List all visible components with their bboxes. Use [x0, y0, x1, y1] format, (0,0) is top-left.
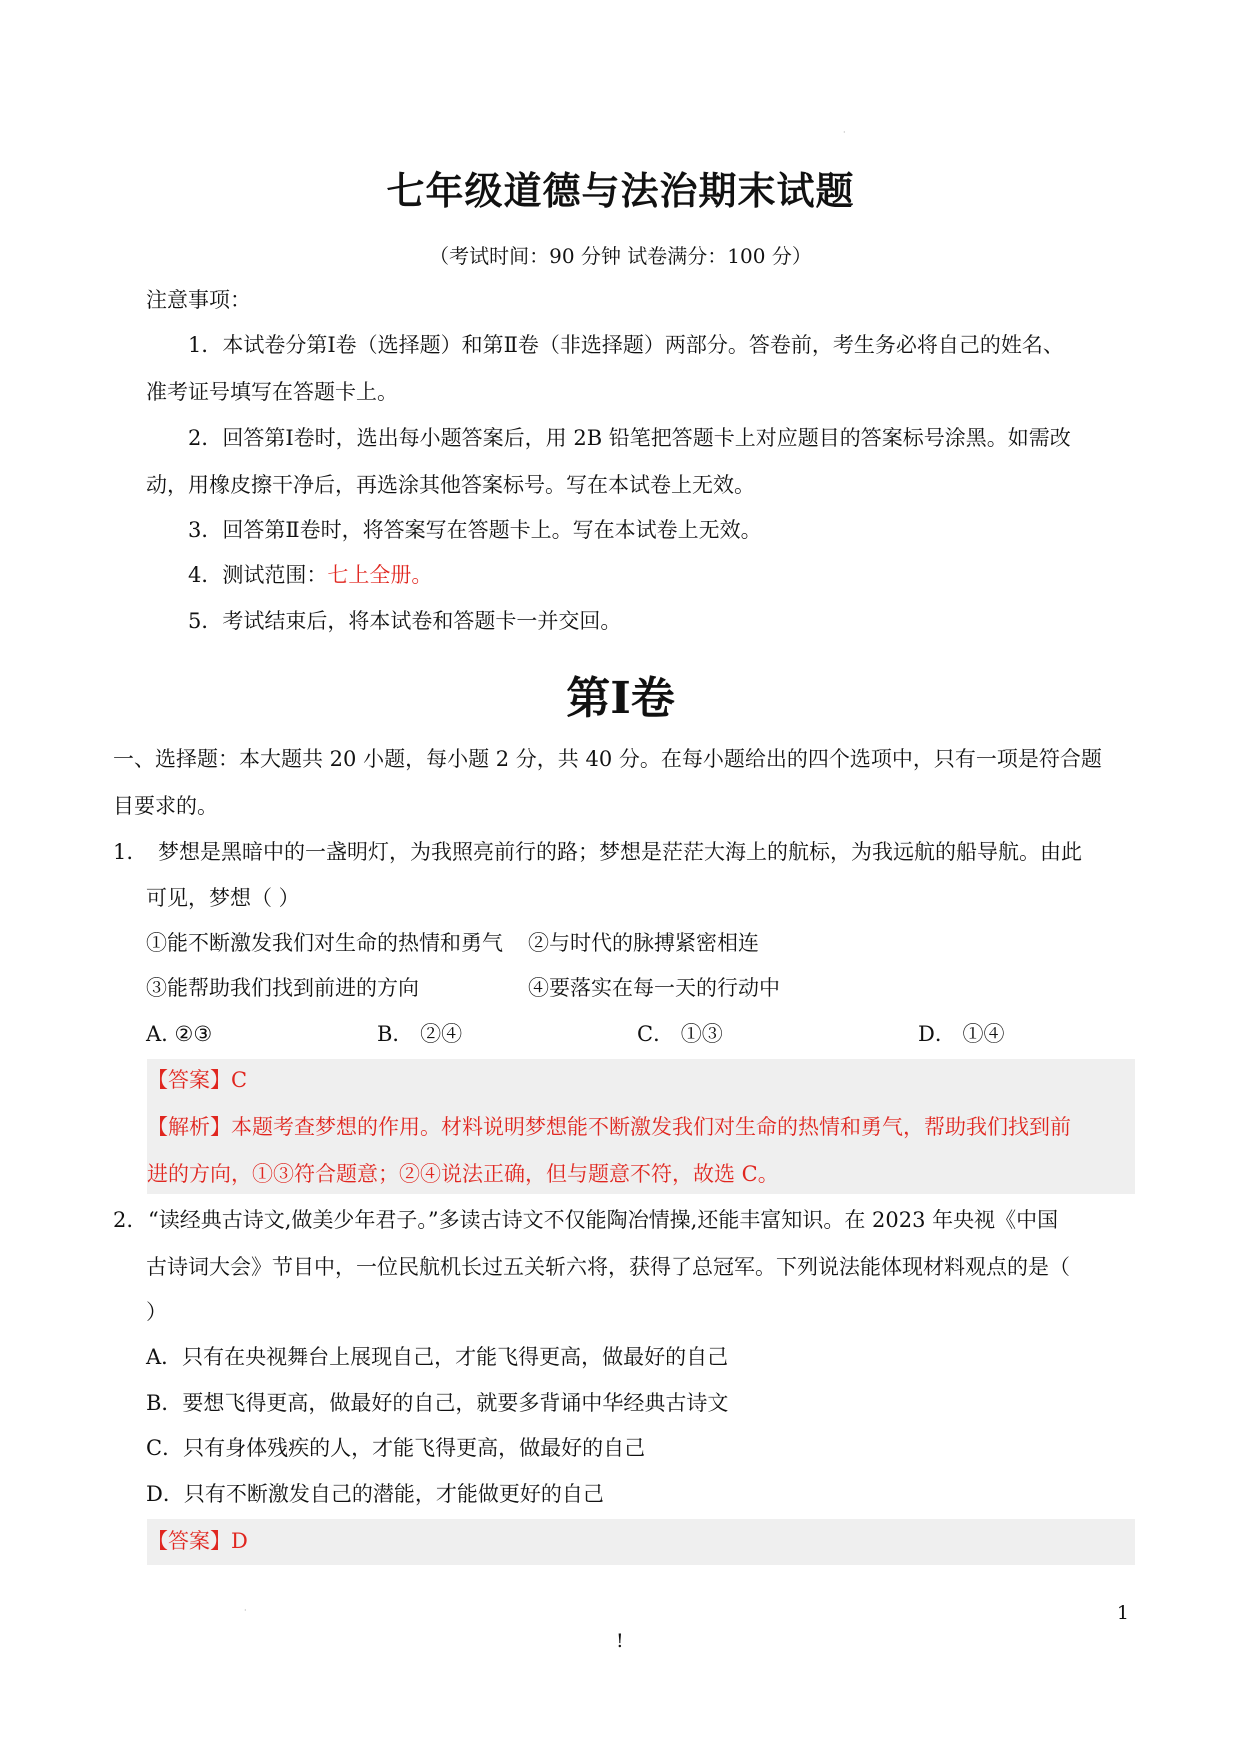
- question-1-statement-2: ②与时代的脉搏紧密相连: [528, 931, 759, 955]
- question-1-analysis-line-1: 【解析】本题考查梦想的作用。材料说明梦想能不断激发我们对生命的热情和勇气，帮助我们找到前: [147, 1115, 1071, 1139]
- question-2-option-b: B．要想飞得更高，做最好的自己，就要多背诵中华经典古诗文: [146, 1391, 729, 1415]
- notice-item-1-line-1: 1．本试卷分第Ⅰ卷（选择题）和第Ⅱ卷（非选择题）两部分。答卷前，考生务必将自己的姓名、: [188, 333, 1064, 357]
- question-2-option-c: C．只有身体残疾的人，才能飞得更高，做最好的自己: [146, 1436, 646, 1460]
- question-1-option-a: A. ②③: [146, 1022, 213, 1046]
- question-1-option-b: B． ②④: [377, 1022, 463, 1046]
- question-1-option-c: C． ①③: [637, 1022, 723, 1046]
- question-2-answer: 【答案】D: [147, 1529, 248, 1553]
- notice-item-4-prefix: 4．测试范围：: [188, 563, 328, 587]
- question-1-number: 1.: [113, 840, 134, 864]
- notice-item-5: 5．考试结束后，将本试卷和答题卡一并交回。: [188, 609, 622, 633]
- speck-mark: ·: [843, 128, 846, 137]
- question-1-answer: 【答案】C: [147, 1068, 248, 1092]
- notice-heading: 注意事项：: [146, 288, 251, 312]
- question-2-stem-line-2: 古诗词大会》节目中，一位民航机长过五关斩六将，获得了总冠军。下列说法能体现材料观点的是（: [146, 1255, 1070, 1279]
- question-2-option-d: D．只有不断激发自己的潜能，才能做更好的自己: [146, 1482, 604, 1506]
- exam-subtitle: （考试时间：90 分钟 试卷满分：100 分）: [429, 244, 812, 268]
- question-1-statement-1: ①能不断激发我们对生命的热情和勇气: [146, 931, 503, 955]
- test-scope: 七上全册。: [327, 563, 433, 587]
- exam-title: 七年级道德与法治期末试题: [386, 168, 855, 213]
- question-1-statement-4: ④要落实在每一天的行动中: [528, 976, 780, 1000]
- question-1-option-d: D． ①④: [918, 1022, 1005, 1046]
- question-1-analysis-line-2: 进的方向，①③符合题意；②④说法正确，但与题意不符，故选 C。: [147, 1162, 779, 1186]
- notice-item-3: 3．回答第Ⅱ卷时，将答案写在答题卡上。写在本试卷上无效。: [188, 518, 762, 542]
- question-1-stem-line-1: 梦想是黑暗中的一盏明灯，为我照亮前行的路；梦想是茫茫大海上的航标，为我远航的船导航。由此: [158, 840, 1082, 864]
- part-one-instructions-line-2: 目要求的。: [113, 794, 218, 818]
- question-1-stem-line-2: 可见，梦想（ ）: [146, 886, 300, 910]
- notice-item-2-line-1: 2．回答第Ⅰ卷时，选出每小题答案后，用 2B 铅笔把答题卡上对应题目的答案标号涂黑。如需改: [188, 426, 1071, 450]
- question-2-stem-line-1: “读经典古诗文,做美少年君子。”多读古诗文不仅能陶冶情操,还能丰富知识。在 2023 年央视《中国: [148, 1208, 1059, 1232]
- speck-mark: ·: [244, 1606, 247, 1615]
- part-one-instructions-line-1: 一、选择题：本大题共 20 小题，每小题 2 分，共 40 分。在每小题给出的四个选项中，只有一项是符合题: [113, 747, 1102, 771]
- notice-item-4: [188, 561, 432, 589]
- question-2-number: 2.: [113, 1208, 134, 1232]
- question-2-answer-box: [147, 1519, 1135, 1565]
- question-2-stem-line-3: ）: [146, 1300, 167, 1324]
- question-2-option-a: A．只有在央视舞台上展现自己，才能飞得更高，做最好的自己: [146, 1345, 729, 1369]
- section-title: 第Ⅰ卷: [566, 673, 675, 724]
- notice-item-2-line-2: 动，用橡皮擦干净后，再选涂其他答案标号。写在本试卷上无效。: [146, 473, 755, 497]
- notice-item-1-line-2: 准考证号填写在答题卡上。: [146, 380, 398, 404]
- page-number: 1: [1116, 1602, 1129, 1624]
- question-1-statement-3: ③能帮助我们找到前进的方向: [146, 976, 419, 1000]
- footer-mark: !: [616, 1630, 624, 1652]
